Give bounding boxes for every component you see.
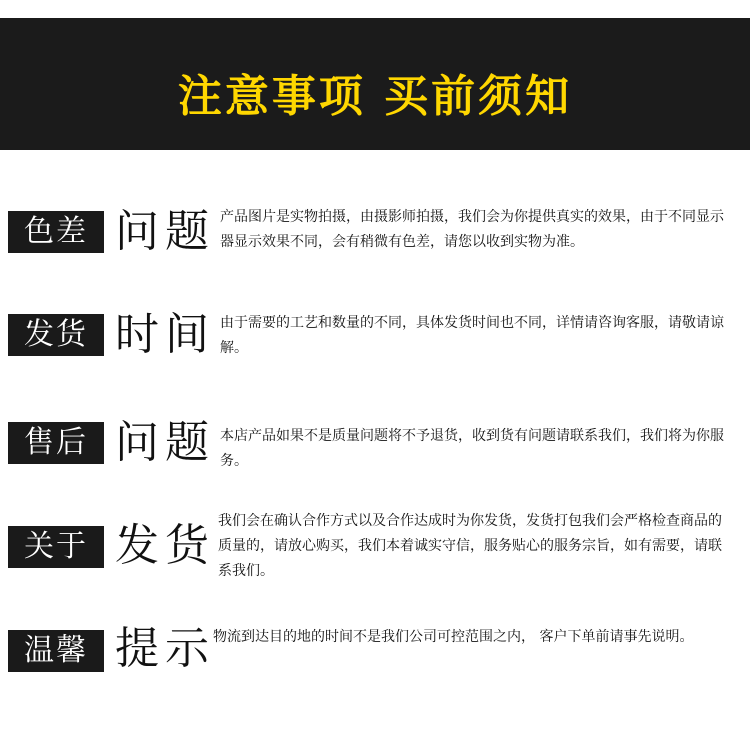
section-tag: 售后 [8, 422, 104, 464]
section-tag: 色差 [8, 211, 104, 253]
section-heading: 提示 [115, 623, 215, 674]
section-text: 我们会在确认合作方式以及合作达成时为你发货，发货打包我们会严格检查商品的质量的，请放心购买，我们本着诚实守信，服务贴心的服务宗旨，如有需要，请联系我们。 [218, 513, 722, 579]
section-heading: 时间 [115, 309, 215, 360]
section-tag: 发货 [8, 314, 104, 356]
section-tag: 关于 [8, 526, 104, 568]
section-text: 物流到达目的地的时间不是我们公司可控范围之内， 客户下单前请事先说明。 [213, 629, 694, 645]
section-heading: 发货 [115, 520, 215, 571]
section-text: 本店产品如果不是质量问题将不予退货，收到货有问题请联系我们，我们将为你服务。 [220, 428, 724, 469]
section-tag: 温馨 [8, 630, 104, 672]
section-heading: 问题 [115, 417, 215, 468]
header-banner [0, 18, 750, 150]
section-text: 由于需要的工艺和数量的不同，具体发货时间也不同，详情请咨询客服，请敬请谅解。 [220, 315, 724, 356]
section-text: 产品图片是实物拍摄，由摄影师拍摄，我们会为你提供真实的效果，由于不同显示器显示效果不同，会有稍微有色差，请您以收到实物为准。 [220, 209, 724, 250]
section-heading: 问题 [115, 206, 215, 257]
page-title: 注意事项 买前须知 [177, 71, 573, 122]
